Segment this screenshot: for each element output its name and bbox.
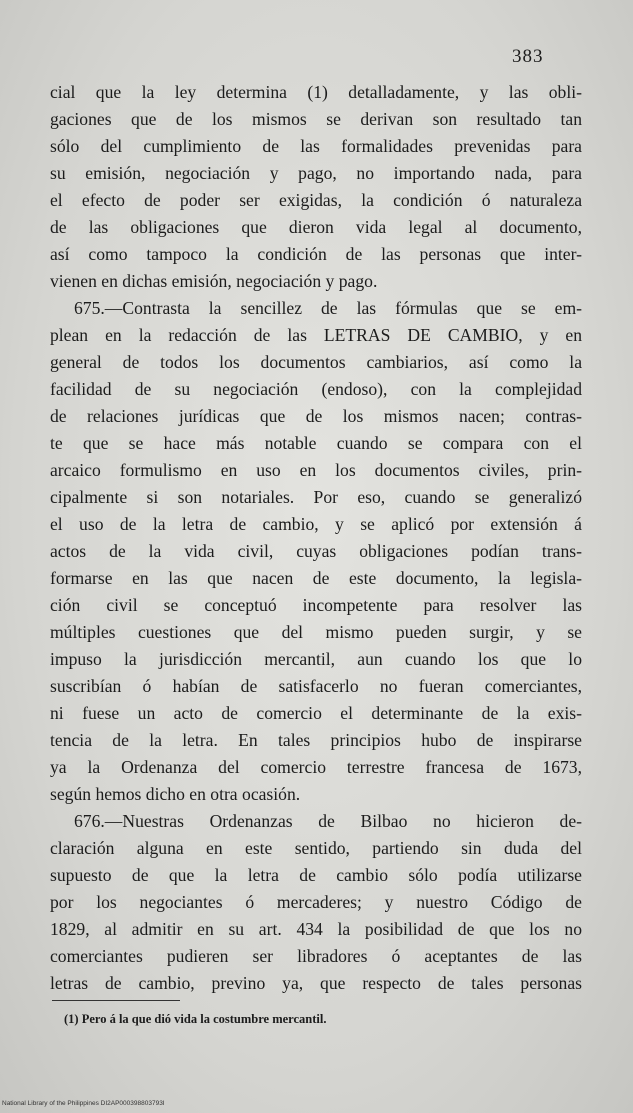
text-line: 1829, al admitir en su art. 434 la posibilidad de que los no bbox=[50, 919, 582, 939]
text-line: así como tampoco la condición de las personas que inter- bbox=[50, 244, 582, 264]
text-line: vienen en dichas emisión, negociación y pago. bbox=[50, 271, 378, 291]
text-line: ción civil se conceptuó incompetente para resolver las bbox=[50, 595, 582, 615]
text-line: sólo del cumplimiento de las formalidades prevenidas para bbox=[50, 136, 582, 156]
text-line: plean en la redacción de las LETRAS DE CAMBIO, y en bbox=[50, 325, 582, 345]
text-line: formarse en las que nacen de este documento, la legisla- bbox=[50, 568, 582, 588]
text-line: tencia de la letra. En tales principios hubo de inspirarse bbox=[50, 730, 582, 750]
text-line: de las obligaciones que dieron vida legal al documento, bbox=[50, 217, 582, 237]
text-line: cipalmente si son notariales. Por eso, cuando se generalizó bbox=[50, 487, 582, 507]
text-line: ni fuese un acto de comercio el determinante de la exis- bbox=[50, 703, 582, 723]
text-line: cial que la ley determina (1) detalladamente, y las obli- bbox=[50, 82, 582, 102]
text-line: facilidad de su negociación (endoso), con la complejidad bbox=[50, 379, 582, 399]
text-line: su emisión, negociación y pago, no importando nada, para bbox=[50, 163, 582, 183]
paragraph-676-start: 676.—Nuestras Ordenanzas de Bilbao no hicieron de- bbox=[74, 811, 582, 831]
footnote-rule bbox=[52, 1000, 180, 1001]
text-line: general de todos los documentos cambiarios, así como la bbox=[50, 352, 582, 372]
text-line: el uso de la letra de cambio, y se aplicó por extensión á bbox=[50, 514, 582, 534]
text-line: gaciones que de los mismos se derivan son resultado tan bbox=[50, 109, 582, 129]
text-line: claración alguna en este sentido, partiendo sin duda del bbox=[50, 838, 582, 858]
text-line: por los negociantes ó mercaderes; y nuestro Código de bbox=[50, 892, 582, 912]
text-line: actos de la vida civil, cuyas obligaciones podían trans- bbox=[50, 541, 582, 561]
text-line: ya la Ordenanza del comercio terrestre francesa de 1673, bbox=[50, 757, 582, 777]
text-line: te que se hace más notable cuando se compara con el bbox=[50, 433, 582, 453]
text-line: comerciantes pudieren ser libradores ó aceptantes de las bbox=[50, 946, 582, 966]
library-imprint: National Library of the Philippines DI2AP000398803793I bbox=[2, 1100, 165, 1107]
text-line: arcaico formulismo en uso en los documentos civiles, prin- bbox=[50, 460, 582, 480]
text-line: el efecto de poder ser exigidas, la condición ó naturaleza bbox=[50, 190, 582, 210]
text-line: impuso la jurisdicción mercantil, aun cuando los que lo bbox=[50, 649, 582, 669]
text-line: de relaciones jurídicas que de los mismos nacen; contras- bbox=[50, 406, 582, 426]
text-line: supuesto de que la letra de cambio sólo podía utilizarse bbox=[50, 865, 582, 885]
text-line: suscribían ó habían de satisfacerlo no fueran comerciantes, bbox=[50, 676, 582, 696]
text-line: según hemos dicho en otra ocasión. bbox=[50, 784, 301, 804]
page-number: 383 bbox=[512, 46, 544, 67]
paragraph-675-start: 675.—Contrasta la sencillez de las fórmulas que se em- bbox=[74, 298, 582, 318]
text-line: múltiples cuestiones que del mismo pueden surgir, y se bbox=[50, 622, 582, 642]
text-line: letras de cambio, previno ya, que respecto de tales personas bbox=[50, 973, 582, 993]
footnote: (1) Pero á la que dió vida la costumbre mercantil. bbox=[64, 1012, 327, 1026]
